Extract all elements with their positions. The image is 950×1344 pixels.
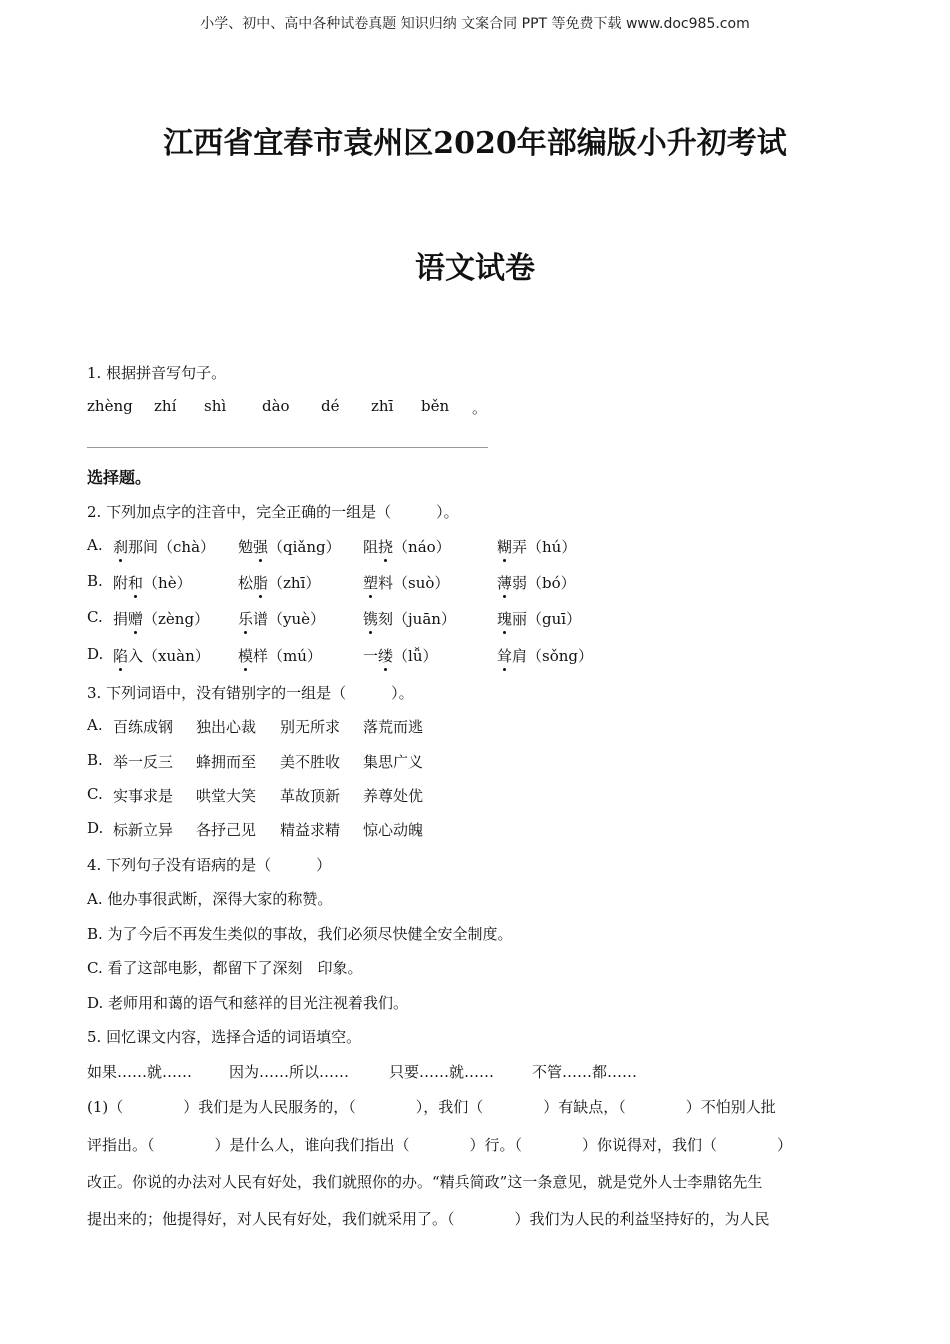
q2-option-item xyxy=(113,572,192,593)
q2-option-item xyxy=(497,572,576,593)
q2-option-item xyxy=(238,645,322,666)
item-text: 松 xyxy=(238,574,254,592)
q5-choice: 只要……就…… xyxy=(389,1063,495,1081)
emphasis-dotted-char: 模 xyxy=(238,647,254,665)
item-text: （qiǎng） xyxy=(268,538,341,556)
item-text: （náo） xyxy=(393,538,451,556)
q3-option-word: 标新立异 xyxy=(113,821,174,839)
q2-option-item xyxy=(497,536,576,557)
q2-option-item xyxy=(113,645,210,666)
q2-option-item xyxy=(497,608,581,629)
item-text: （lǚ） xyxy=(393,647,438,665)
q2-option-letter: C. xyxy=(87,608,103,626)
q5-paragraph-line: 改正。你说的办法对人民有好处，我们就照你的办。“精兵简政”这一条意见，就是党外人士李鼎铭先生 xyxy=(87,1173,763,1191)
q5-choice: 不管……都…… xyxy=(532,1063,638,1081)
item-text: 谱（yuè） xyxy=(253,610,326,628)
emphasis-dotted-char: 赠 xyxy=(128,610,144,628)
item-text: 捐 xyxy=(113,610,129,628)
emphasis-dotted-char: 糊 xyxy=(497,538,513,556)
emphasis-dotted-char: 强 xyxy=(253,538,269,556)
pinyin-syllable: shì xyxy=(204,397,227,415)
item-text: （hè） xyxy=(143,574,192,592)
emphasis-dotted-char: 刹 xyxy=(113,538,129,556)
item-text: 勉 xyxy=(238,538,254,556)
q5-choice: 因为……所以…… xyxy=(229,1063,350,1081)
pinyin-syllable: zhèng xyxy=(87,397,133,415)
q3-prompt: 3. 下列词语中，没有错别字的一组是（ ）。 xyxy=(87,684,414,702)
emphasis-dotted-char: 乐 xyxy=(238,610,254,628)
pinyin-syllable: běn xyxy=(421,397,450,415)
q2-option-item xyxy=(238,608,325,629)
q2-option-item xyxy=(113,536,215,557)
q3-option-word: 美不胜收 xyxy=(280,753,341,771)
pinyin-syllable: 。 xyxy=(472,399,488,417)
exam-subtitle: 语文试卷 xyxy=(415,251,535,286)
pinyin-syllable: zhí xyxy=(154,397,177,415)
item-text: 入（xuàn） xyxy=(128,647,210,665)
item-text: （zhī） xyxy=(268,574,321,592)
q4-option: B. 为了今后不再发生类似的事故，我们必须尽快健全安全制度。 xyxy=(87,925,513,943)
q2-option-letter: B. xyxy=(87,572,103,590)
q2-option-item xyxy=(363,645,438,666)
emphasis-dotted-char: 缕 xyxy=(378,647,394,665)
q2-option-item xyxy=(238,572,320,593)
pinyin-syllable: dé xyxy=(321,397,340,415)
q4-option: A. 他办事很武断，深得大家的称赞。 xyxy=(87,890,333,908)
q3-option-letter: A. xyxy=(87,716,103,734)
item-text: 一 xyxy=(363,647,379,665)
emphasis-dotted-char: 脂 xyxy=(253,574,269,592)
q5-paragraph-line: 评指出。（ ）是什么人，谁向我们指出（ ）行。（ ）你说得对，我们（ ） xyxy=(87,1136,793,1154)
item-text: 料（suò） xyxy=(378,574,450,592)
q3-option-word: 集思广义 xyxy=(363,753,424,771)
q3-option-word: 各抒己见 xyxy=(196,821,257,839)
item-text: 丽（guī） xyxy=(512,610,582,628)
q5-prompt: 5. 回忆课文内容，选择合适的词语填空。 xyxy=(87,1028,362,1046)
item-text: 肩（sǒng） xyxy=(512,647,594,665)
item-text: 弱（bó） xyxy=(512,574,576,592)
exam-title: 江西省宜春市袁州区2020年部编版小升初考试 xyxy=(163,126,787,161)
q2-option-item xyxy=(497,645,593,666)
emphasis-dotted-char: 和 xyxy=(128,574,144,592)
q2-option-item xyxy=(113,608,209,629)
q3-option-word: 举一反三 xyxy=(113,753,174,771)
q1-answer-line[interactable] xyxy=(87,447,488,448)
pinyin-syllable: zhī xyxy=(371,397,394,415)
q3-option-word: 惊心动魄 xyxy=(363,821,424,839)
q3-option-word: 精益求精 xyxy=(280,821,341,839)
q2-option-letter: A. xyxy=(87,536,103,554)
emphasis-dotted-char: 耸 xyxy=(497,647,513,665)
section-heading: 选择题。 xyxy=(87,468,152,487)
q4-prompt: 4. 下列句子没有语病的是（ ） xyxy=(87,856,332,874)
q5-paragraph-line: 提出来的；他提得好，对人民有好处，我们就采用了。（ ）我们为人民的利益坚持好的，为人民 xyxy=(87,1210,770,1228)
q3-option-word: 百练成钢 xyxy=(113,718,174,736)
item-text: 附 xyxy=(113,574,129,592)
q3-option-word: 独出心裁 xyxy=(196,718,257,736)
item-text: （zèng） xyxy=(143,610,210,628)
q5-choice: 如果……就…… xyxy=(87,1063,193,1081)
q2-option-item xyxy=(363,536,451,557)
item-text: 样（mú） xyxy=(253,647,322,665)
emphasis-dotted-char: 挠 xyxy=(378,538,394,556)
q3-option-word: 革故顶新 xyxy=(280,787,341,805)
item-text: 阻 xyxy=(363,538,379,556)
emphasis-dotted-char: 陷 xyxy=(113,647,129,665)
q2-option-letter: D. xyxy=(87,645,104,663)
q2-option-item xyxy=(238,536,341,557)
emphasis-dotted-char: 镌 xyxy=(363,610,379,628)
emphasis-dotted-char: 塑 xyxy=(363,574,379,592)
item-text: 刻（juān） xyxy=(378,610,456,628)
emphasis-dotted-char: 薄 xyxy=(497,574,513,592)
q3-option-letter: B. xyxy=(87,751,103,769)
q4-option: C. 看了这部电影，都留下了深刻 印象。 xyxy=(87,959,363,977)
q3-option-word: 别无所求 xyxy=(280,718,341,736)
emphasis-dotted-char: 瑰 xyxy=(497,610,513,628)
pinyin-syllable: dào xyxy=(262,397,290,415)
q3-option-letter: D. xyxy=(87,819,104,837)
item-text: 弄（hú） xyxy=(512,538,577,556)
q3-option-word: 养尊处优 xyxy=(363,787,424,805)
q2-option-item xyxy=(363,608,456,629)
q3-option-word: 实事求是 xyxy=(113,787,174,805)
q3-option-word: 蜂拥而至 xyxy=(196,753,257,771)
q3-option-letter: C. xyxy=(87,785,103,803)
q3-option-word: 落荒而逃 xyxy=(363,718,424,736)
q2-prompt: 2. 下列加点字的注音中，完全正确的一组是（ ）。 xyxy=(87,503,459,521)
q2-option-item xyxy=(363,572,449,593)
page-header: 小学、初中、高中各种试卷真题 知识归纳 文案合同 PPT 等免费下载 www.doc985.com xyxy=(200,16,750,32)
q1-prompt: 1. 根据拼音写句子。 xyxy=(87,364,227,382)
q4-option: D. 老师用和蔼的语气和慈祥的目光注视着我们。 xyxy=(87,994,409,1012)
q3-option-word: 哄堂大笑 xyxy=(196,787,257,805)
item-text: 那间（chà） xyxy=(128,538,216,556)
q5-paragraph-line: (1)（ ）我们是为人民服务的，（ ），我们（ ）有缺点，（ ）不怕别人批 xyxy=(87,1098,776,1116)
